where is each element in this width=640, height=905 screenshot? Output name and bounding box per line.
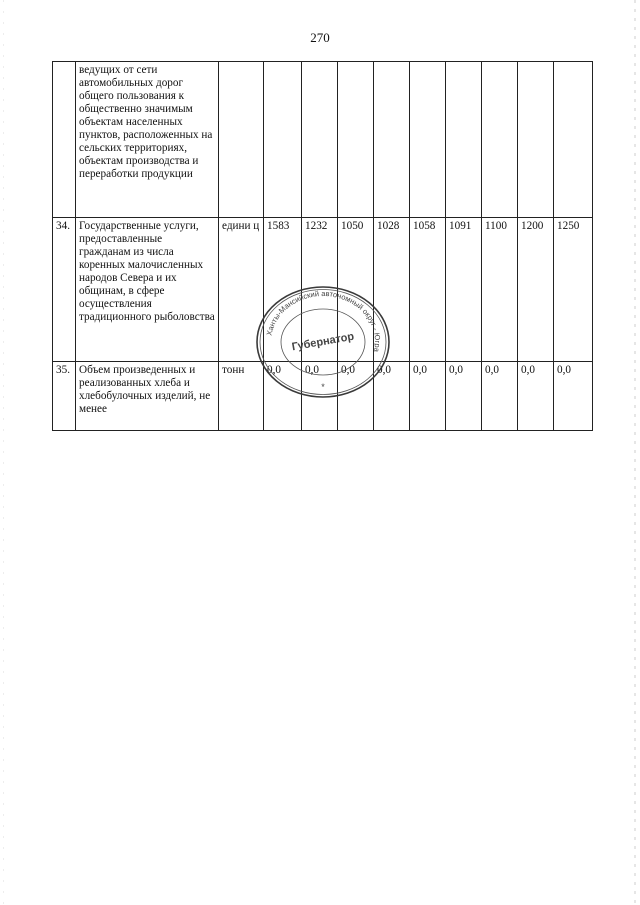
value-cell: 1091 xyxy=(446,218,482,362)
value-cell: 1028 xyxy=(374,218,410,362)
stamp-ring-text: Ханты-Мансийский автономный округ - Югра xyxy=(264,288,383,353)
stamp-center-text: Губернатор xyxy=(290,330,356,354)
value-cell xyxy=(338,62,374,218)
value-cell xyxy=(264,62,302,218)
page-number: 270 xyxy=(310,30,330,45)
value-cell xyxy=(518,62,554,218)
unit-cell: едини ц xyxy=(219,218,264,362)
value-cell: 1058 xyxy=(410,218,446,362)
value-cell xyxy=(410,62,446,218)
value-cell: 0,0 xyxy=(482,362,518,431)
indicator-name: ведущих от сети автомобильных дорог общего пользования к общественно значимым объектам населенных пунктов, расположенных на сельских территориях, объектам производства и переработки продукции xyxy=(76,62,219,218)
value-cell: 0,0 xyxy=(338,362,374,431)
value-cell: 1250 xyxy=(554,218,593,362)
value-cell: 0,0 xyxy=(264,362,302,431)
row-number xyxy=(53,62,76,218)
value-cell xyxy=(374,62,410,218)
value-cell: 1232 xyxy=(302,218,338,362)
row-number: 34. xyxy=(53,218,76,362)
stamp-star-mark: * xyxy=(321,382,325,392)
indicator-name: Государственные услуги, предоставленные гражданам из числа коренных малочисленных народов Севера и их общинам, в сфере осуществления традиционного рыболовства xyxy=(76,218,219,362)
value-cell xyxy=(482,62,518,218)
value-cell: 1100 xyxy=(482,218,518,362)
value-cell: 0,0 xyxy=(518,362,554,431)
table-row xyxy=(53,62,593,218)
value-cell xyxy=(446,62,482,218)
scan-edge-right xyxy=(634,0,636,905)
value-cell: 0,0 xyxy=(554,362,593,431)
value-cell: 1583 xyxy=(264,218,302,362)
value-cell: 0,0 xyxy=(446,362,482,431)
value-cell xyxy=(302,62,338,218)
indicator-name: Объем произведенных и реализованных хлеба и хлебобулочных изделий, не менее xyxy=(76,362,219,431)
value-cell: 1050 xyxy=(338,218,374,362)
value-cell xyxy=(554,62,593,218)
value-cell: 0,0 xyxy=(302,362,338,431)
unit-cell: тонн xyxy=(219,362,264,431)
governor-stamp xyxy=(252,285,394,399)
scan-edge-left xyxy=(3,0,4,905)
stamp-seal xyxy=(252,285,394,399)
unit-cell xyxy=(219,62,264,218)
row-number: 35. xyxy=(53,362,76,431)
value-cell: 0,0 xyxy=(410,362,446,431)
value-cell: 1200 xyxy=(518,218,554,362)
value-cell: 0,0 xyxy=(374,362,410,431)
